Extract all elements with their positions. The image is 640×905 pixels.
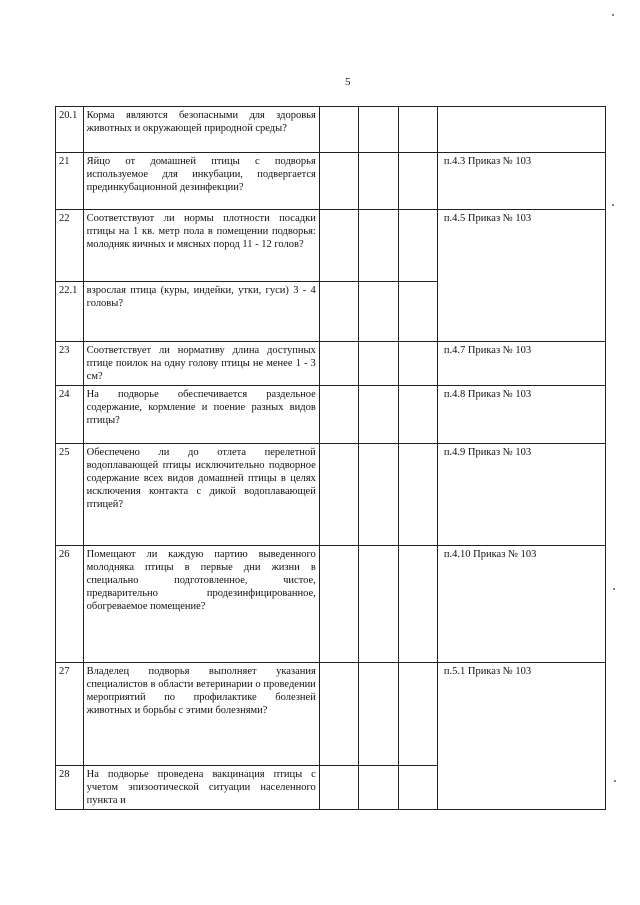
answer-cell [319, 546, 358, 663]
table-row [56, 210, 606, 282]
row-number: 23 [56, 342, 84, 386]
answer-cell [398, 444, 437, 546]
table-row [56, 107, 606, 153]
table-row [56, 342, 606, 386]
row-number: 26 [56, 546, 84, 663]
question-text: На подворье проведена вакцинация птицы с учетом эпизоотической ситуации населенного пункта и [83, 766, 319, 810]
reference-cell: п.4.9 Приказ № 103 [437, 444, 605, 546]
table-row [56, 766, 606, 810]
answer-cell [359, 342, 398, 386]
row-number: 22.1 [56, 282, 84, 342]
question-text: Корма являются безопасными для здоровья животных и окружающей природной среды? [83, 107, 319, 153]
answer-cell [398, 210, 437, 282]
row-number: 24 [56, 386, 84, 444]
question-text: Помещают ли каждую партию выведенного молодняка птицы в первые дни жизни в специально подготовленное, чистое, предварительно продезинфицированное, обогреваемое помещение? [83, 546, 319, 663]
checklist-table [55, 106, 606, 810]
answer-cell [319, 444, 358, 546]
row-number: 25 [56, 444, 84, 546]
answer-cell [359, 663, 398, 766]
question-text: Соответствуют ли нормы плотности посадки птицы на 1 кв. метр пола в помещении подворья: молодняк яичных и мясных пород 11 - 12 голов? [83, 210, 319, 282]
question-text: На подворье обеспечивается раздельное содержание, кормление и поение разных видов птицы? [83, 386, 319, 444]
answer-cell [398, 282, 437, 342]
answer-cell [319, 153, 358, 210]
answer-cell [319, 282, 358, 342]
answer-cell [359, 546, 398, 663]
answer-cell [398, 107, 437, 153]
scan-speck [612, 204, 614, 206]
scan-speck [614, 780, 616, 782]
answer-cell [359, 386, 398, 444]
answer-cell [398, 153, 437, 210]
table-row [56, 546, 606, 663]
question-text: Яйцо от домашней птицы с подворья используемое для инкубации, подвергается прединкубационной дезинфекции? [83, 153, 319, 210]
scan-speck [613, 588, 615, 590]
scan-speck [612, 14, 614, 16]
question-text: Обеспечено ли до отлета перелетной водоплавающей птицы исключительно подворное содержание всех видов домашней птицы в целях исключения контакта с дикой водоплавающей птицей? [83, 444, 319, 546]
reference-cell: п.4.5 Приказ № 103 [437, 210, 605, 342]
row-number: 20.1 [56, 107, 84, 153]
page-number: 5 [345, 76, 351, 88]
reference-cell: п.4.7 Приказ № 103 [437, 342, 605, 386]
answer-cell [398, 386, 437, 444]
answer-cell [398, 546, 437, 663]
table-row [56, 386, 606, 444]
answer-cell [319, 386, 358, 444]
row-number: 28 [56, 766, 84, 810]
reference-cell: п.4.10 Приказ № 103 [437, 546, 605, 663]
answer-cell [359, 766, 398, 810]
table-row [56, 153, 606, 210]
answer-cell [359, 153, 398, 210]
answer-cell [398, 766, 437, 810]
table-row [56, 444, 606, 546]
answer-cell [398, 663, 437, 766]
answer-cell [359, 282, 398, 342]
reference-cell: п.4.3 Приказ № 103 [437, 153, 605, 210]
table-row [56, 663, 606, 766]
row-number: 21 [56, 153, 84, 210]
reference-cell: п.5.1 Приказ № 103 [437, 663, 605, 766]
row-number: 22 [56, 210, 84, 282]
row-number: 27 [56, 663, 84, 766]
question-text: Владелец подворья выполняет указания специалистов в области ветеринарии о проведении мероприятий по профилактике болезней животных и борьбы с этими болезнями? [83, 663, 319, 766]
answer-cell [319, 766, 358, 810]
answer-cell [319, 663, 358, 766]
reference-cell [437, 107, 605, 153]
answer-cell [319, 342, 358, 386]
reference-cell: п.4.8 Приказ № 103 [437, 386, 605, 444]
answer-cell [398, 342, 437, 386]
answer-cell [319, 210, 358, 282]
reference-cell [437, 766, 605, 810]
answer-cell [359, 107, 398, 153]
answer-cell [319, 107, 358, 153]
question-text: Соответствует ли нормативу длина доступных птице поилок на одну голову птицы не менее 1 - 3 см? [83, 342, 319, 386]
answer-cell [359, 210, 398, 282]
question-text: взрослая птица (куры, индейки, утки, гуси) 3 - 4 головы? [83, 282, 319, 342]
answer-cell [359, 444, 398, 546]
